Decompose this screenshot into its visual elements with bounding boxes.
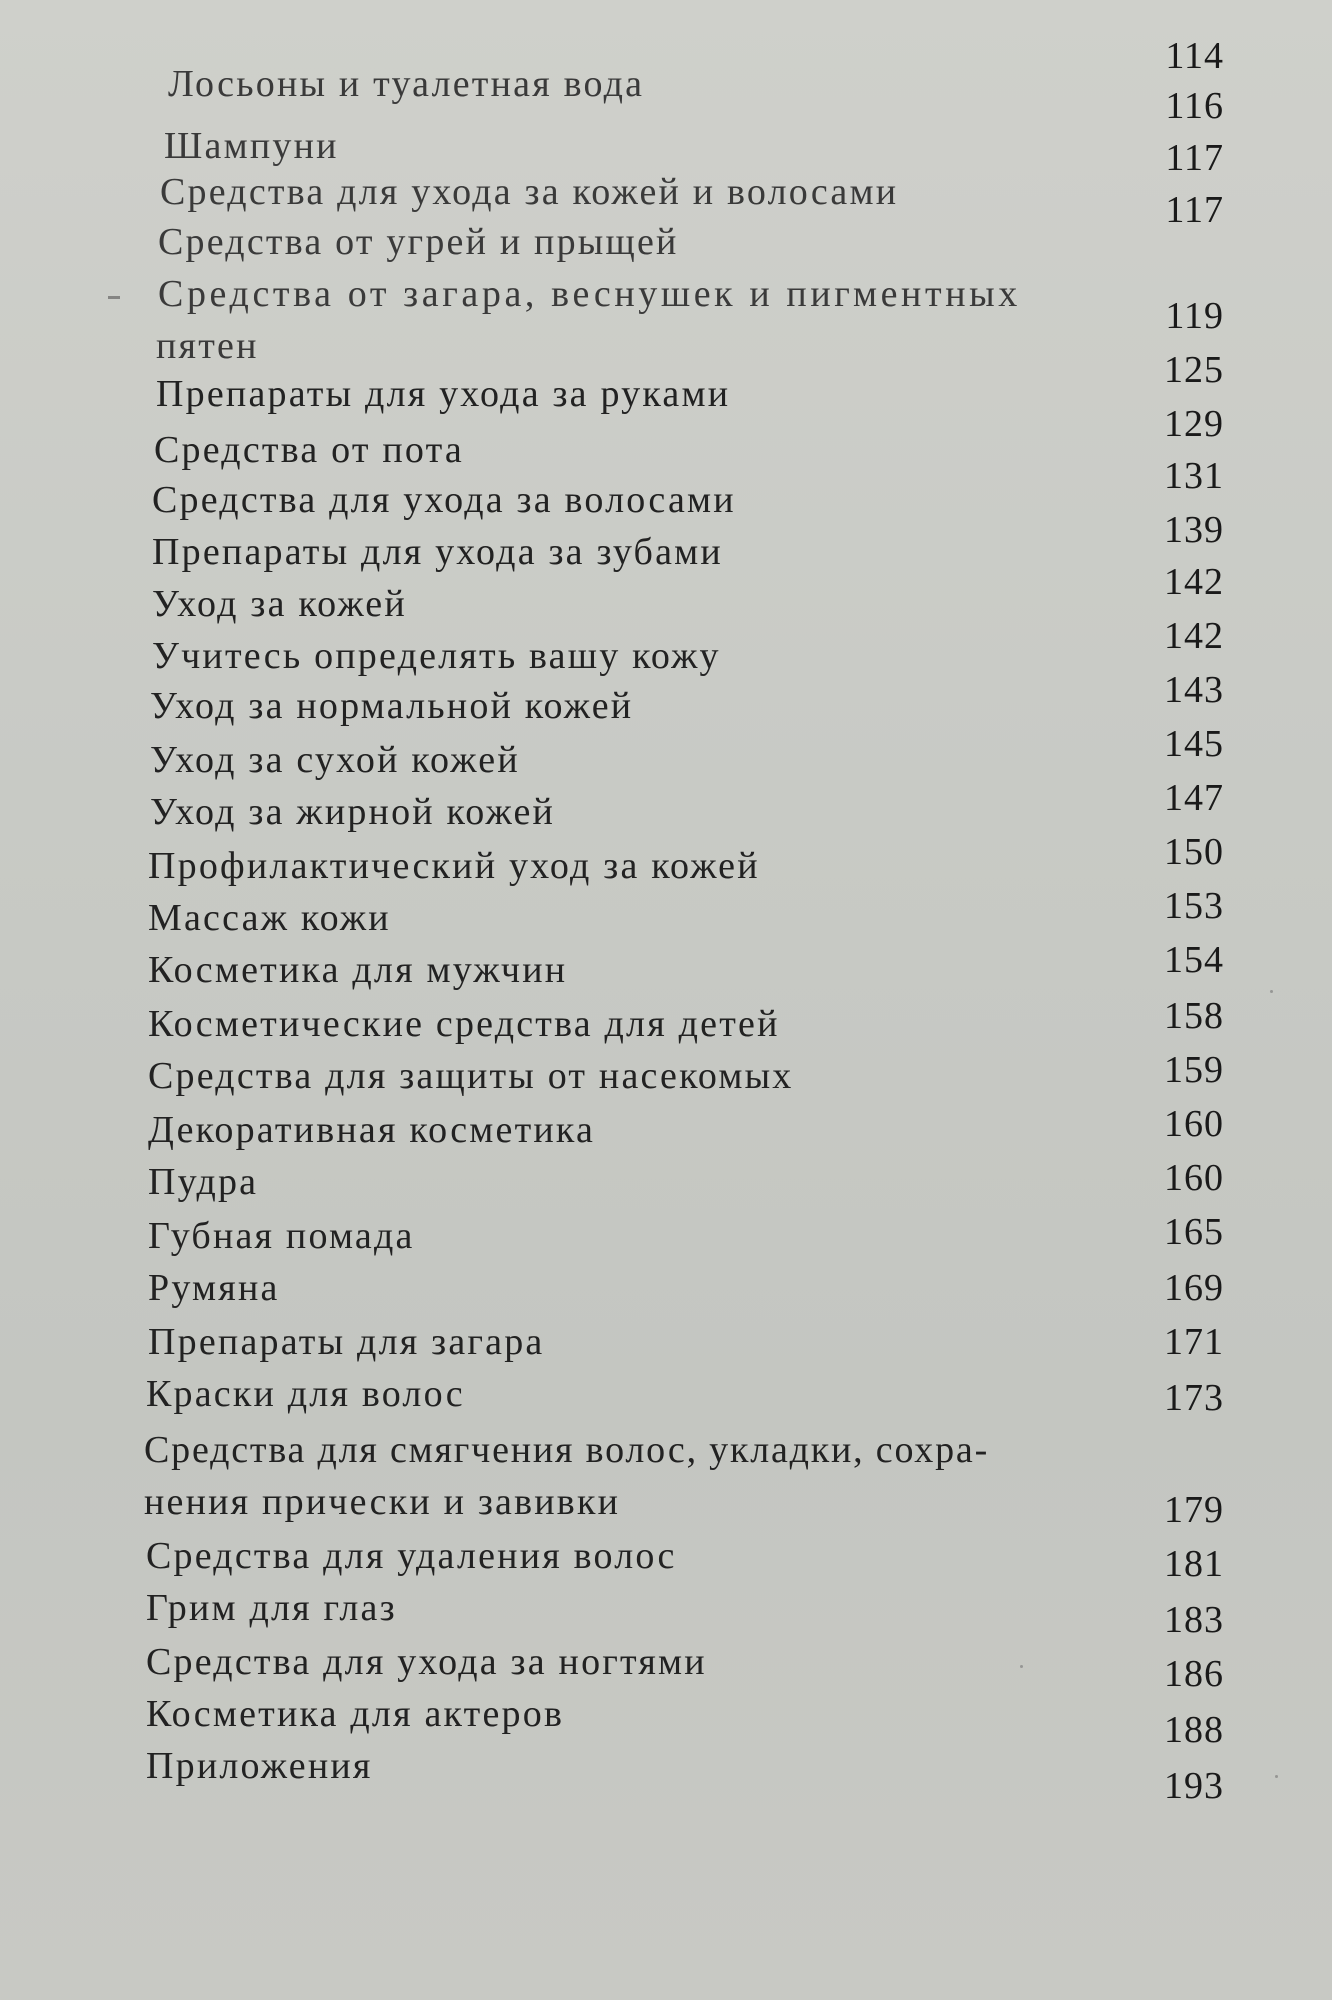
toc-entry-title: Средства от угрей и прыщей: [158, 221, 679, 263]
toc-page-number: 160: [1164, 1157, 1224, 1199]
toc-entry-title: Средства для защиты от насекомых: [148, 1055, 794, 1097]
toc-entry-title: Косметические средства для детей: [148, 1003, 780, 1045]
toc-page-number: 147: [1164, 777, 1224, 819]
toc-page-number: 116: [1165, 85, 1224, 127]
toc-page-number: 169: [1164, 1267, 1224, 1309]
toc-page-number: 142: [1164, 615, 1224, 657]
toc-entry-title: Грим для глаз: [146, 1587, 397, 1629]
toc-page-number: 171: [1164, 1321, 1224, 1363]
toc-entry-title: Пудра: [148, 1161, 259, 1203]
toc-page-number: 186: [1164, 1653, 1224, 1695]
toc-entry-title: Средства для ухода за волосами: [152, 479, 736, 521]
toc-page-number: 114: [1165, 35, 1224, 77]
toc-page-number: 165: [1164, 1211, 1224, 1253]
toc-page-number: 188: [1164, 1709, 1224, 1751]
toc-entry-title: Средства для ухода за ногтями: [146, 1641, 707, 1683]
toc-entry-title: Косметика для мужчин: [148, 949, 568, 991]
toc-page-number: 179: [1164, 1489, 1224, 1531]
toc-entry-title: Румяна: [148, 1267, 280, 1309]
toc-page-number: 131: [1164, 455, 1224, 497]
toc-page-number: 193: [1164, 1765, 1224, 1807]
toc-page-number: 173: [1164, 1377, 1224, 1419]
toc-entry-title: Краски для волос: [146, 1373, 465, 1415]
toc-entry-title: нения прически и завивки: [144, 1481, 621, 1523]
toc-page-number: 154: [1164, 939, 1224, 981]
toc-page-number: 159: [1164, 1049, 1224, 1091]
toc-page-number: 150: [1164, 831, 1224, 873]
toc-entry-title: Профилактический уход за кожей: [148, 845, 760, 887]
toc-page-number: 119: [1165, 295, 1224, 337]
toc-page-number: 153: [1164, 885, 1224, 927]
toc-entry-title: Приложения: [146, 1745, 373, 1787]
toc-page-number: 143: [1164, 669, 1224, 711]
toc-entry-title: пятен: [156, 325, 259, 367]
toc-entry-title: Препараты для ухода за руками: [156, 373, 731, 415]
toc-entry-title: Лосьоны и туалетная вода: [168, 63, 645, 105]
toc-page-number: 117: [1165, 189, 1224, 231]
toc-page-number: 181: [1164, 1543, 1224, 1585]
toc-entry-title: Уход за кожей: [152, 583, 407, 625]
toc-entry-title: Уход за нормальной кожей: [150, 685, 634, 727]
toc-entry-title: Декоративная косметика: [148, 1109, 596, 1151]
toc-page-number: 125: [1164, 349, 1224, 391]
toc-entry-title: Массаж кожи: [148, 897, 391, 939]
toc-entry-title: Средства для удаления волос: [146, 1535, 677, 1577]
toc-entry-title: Средства от пота: [154, 429, 464, 471]
toc-page-number: 142: [1164, 561, 1224, 603]
toc-page-number: 183: [1164, 1599, 1224, 1641]
toc-entry-title: Уход за жирной кожей: [150, 791, 556, 833]
toc-entry-title: Средства для ухода за кожей и волосами: [160, 171, 899, 213]
toc-entry-title: Уход за сухой кожей: [150, 739, 520, 781]
toc-entry-title: Шампуни: [164, 125, 339, 167]
toc-page-number: 117: [1165, 137, 1224, 179]
toc-entry-title: Препараты для загара: [148, 1321, 545, 1363]
toc-entry-title: Губная помада: [148, 1215, 415, 1257]
toc-page-number: 145: [1164, 723, 1224, 765]
toc-entry-title: Средства от загара, веснушек и пигментных: [158, 273, 1021, 315]
toc-page-number: 160: [1164, 1103, 1224, 1145]
toc-page-number: 158: [1164, 995, 1224, 1037]
toc-entry-title: Учитесь определять вашу кожу: [152, 635, 721, 677]
toc-page-number: 139: [1164, 509, 1224, 551]
toc-entry-title: Средства для смягчения волос, укладки, сохра-: [144, 1429, 990, 1471]
toc-entry-title: Косметика для актеров: [146, 1693, 565, 1735]
toc-page-number: 129: [1164, 403, 1224, 445]
toc-entry-title: Препараты для ухода за зубами: [152, 531, 723, 573]
